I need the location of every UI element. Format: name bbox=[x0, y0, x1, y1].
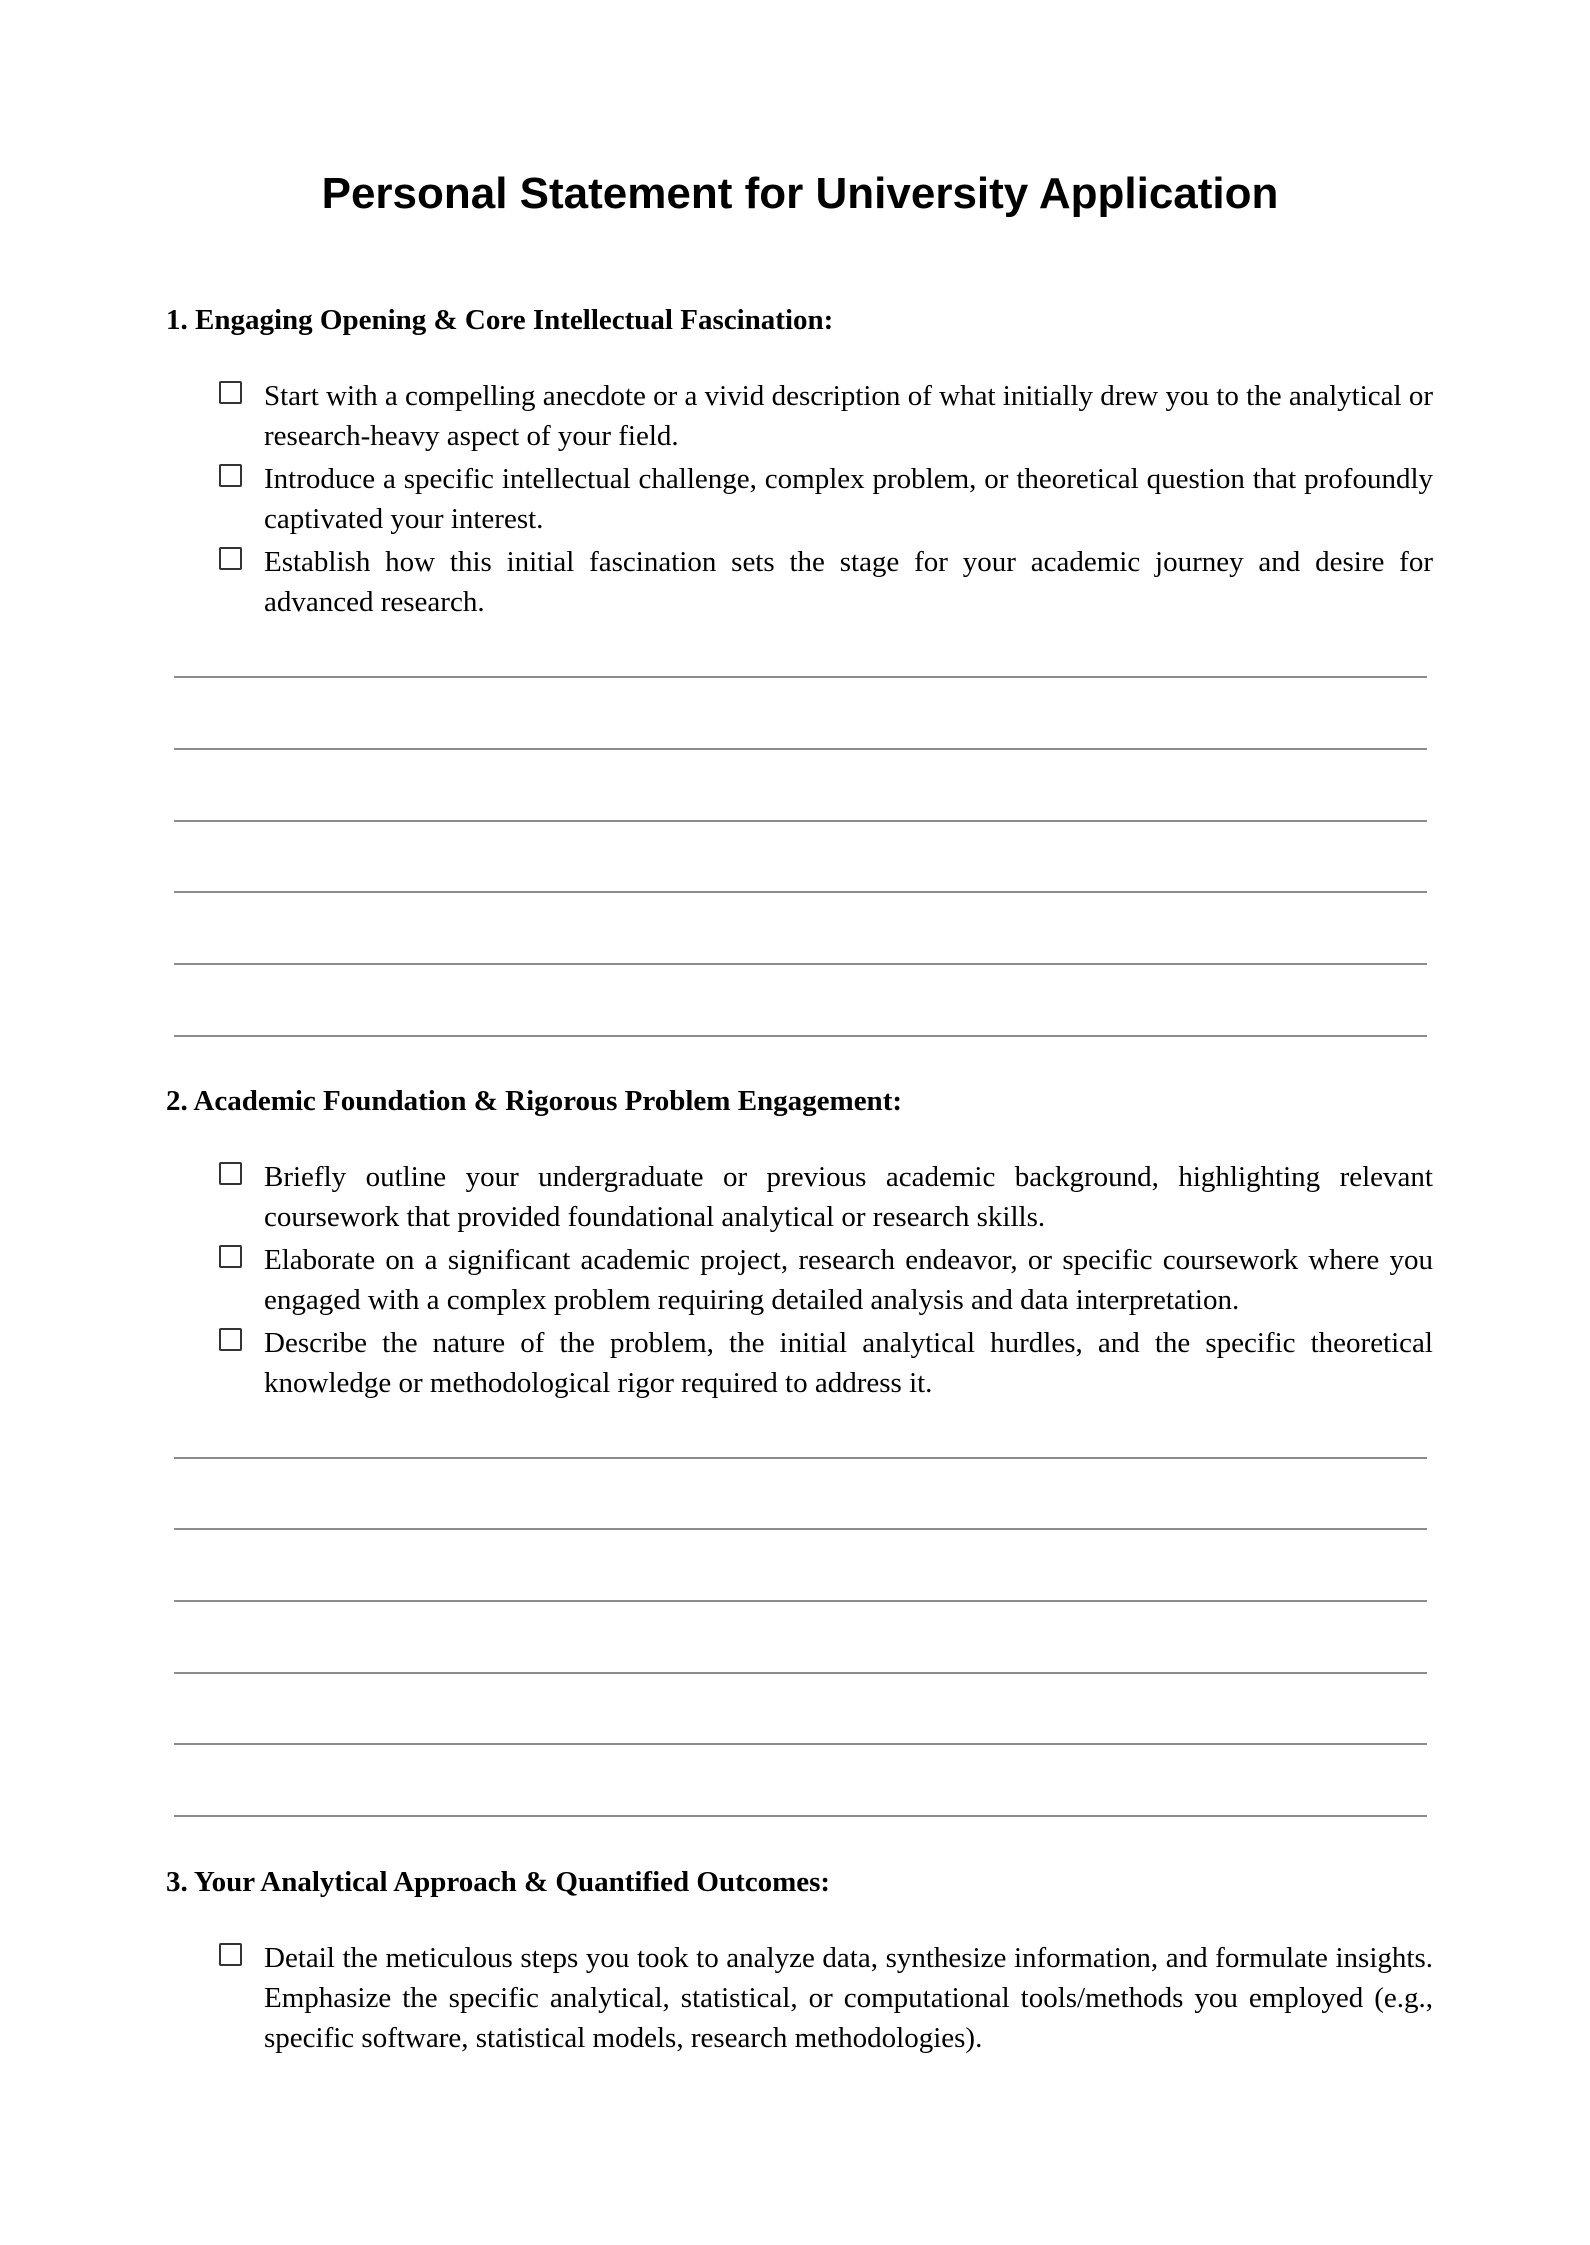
checklist-item-text: Start with a compelling anecdote or a vivid description of what initially drew you to the analytical or research-heavy aspect of your field. bbox=[264, 380, 1433, 452]
checklist-item-text: Establish how this initial fascination sets the stage for your academic journey and desire for advanced research. bbox=[264, 546, 1433, 618]
checkbox-icon[interactable] bbox=[219, 1328, 242, 1351]
writing-line[interactable] bbox=[174, 1600, 1427, 1602]
section-heading-2: 2. Academic Foundation & Rigorous Problem Engagement: bbox=[166, 1085, 903, 1117]
checkbox-icon[interactable] bbox=[219, 1162, 242, 1185]
section-heading-1: 1. Engaging Opening & Core Intellectual Fascination: bbox=[166, 304, 834, 336]
section-heading-3: 3. Your Analytical Approach & Quantified Outcomes: bbox=[166, 1866, 831, 1898]
checklist-item-text: Elaborate on a significant academic project, research endeavor, or specific coursework where you engaged with a complex problem requiring detailed analysis and data interpretation. bbox=[264, 1244, 1433, 1316]
writing-line[interactable] bbox=[174, 1528, 1427, 1530]
checkbox-icon[interactable] bbox=[219, 547, 242, 570]
writing-line[interactable] bbox=[174, 963, 1427, 965]
checkbox-icon[interactable] bbox=[219, 1943, 242, 1966]
writing-line[interactable] bbox=[174, 1457, 1427, 1459]
writing-line[interactable] bbox=[174, 1743, 1427, 1745]
writing-line[interactable] bbox=[174, 1035, 1427, 1037]
checklist-item-text: Detail the meticulous steps you took to analyze data, synthesize information, and formulate insights. Emphasize the specific analytical, statistical, or computational tools/methods you employed (e.g., specific software, statistical models, research methodologies). bbox=[264, 1942, 1433, 2054]
writing-line[interactable] bbox=[174, 1672, 1427, 1674]
checklist-item-text: Describe the nature of the problem, the initial analytical hurdles, and the specific theoretical knowledge or methodological rigor required to address it. bbox=[264, 1327, 1433, 1399]
writing-line[interactable] bbox=[174, 1815, 1427, 1817]
checklist-item-text: Introduce a specific intellectual challenge, complex problem, or theoretical question that profoundly captivated your interest. bbox=[264, 463, 1433, 535]
writing-line[interactable] bbox=[174, 748, 1427, 750]
checklist-item-text: Briefly outline your undergraduate or previous academic background, highlighting relevant coursework that provided foundational analytical or research skills. bbox=[264, 1161, 1433, 1233]
writing-line[interactable] bbox=[174, 676, 1427, 678]
checkbox-icon[interactable] bbox=[219, 464, 242, 487]
checkbox-icon[interactable] bbox=[219, 1245, 242, 1268]
checkbox-icon[interactable] bbox=[219, 381, 242, 404]
writing-line[interactable] bbox=[174, 891, 1427, 893]
writing-line[interactable] bbox=[174, 820, 1427, 822]
page-title: Personal Statement for University Application bbox=[321, 169, 1279, 218]
